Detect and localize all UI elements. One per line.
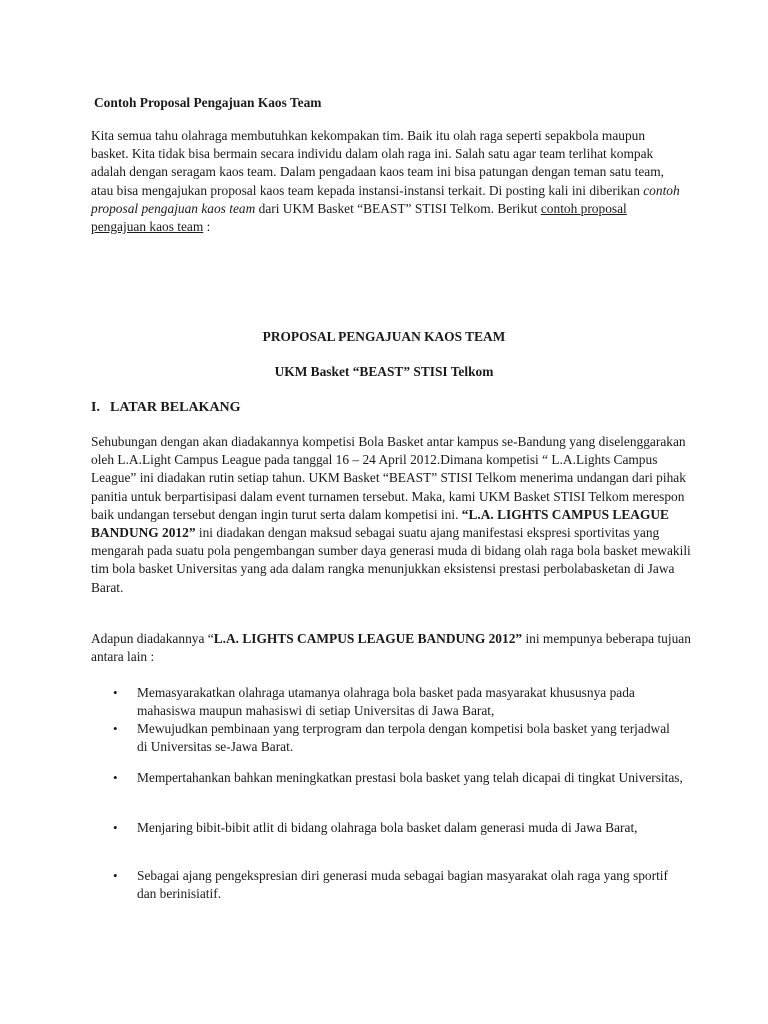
goal-text: Sebagai ajang pengekspresian diri generasi muda sebagai bagian masyarakat olah raga yang sportif dan berinisiatif. xyxy=(137,868,668,902)
background-text-2: ini diadakan dengan maksud sebagai suatu ajang manifestasi ekspresi sportivitas yang mengarah pada suatu pola pengembangan sumber daya generasi muda di bidang olah raga bola basket mewakili tim bola basket Universitas yang ada dalam rangka menunjukkan eksistensi prestasi perbolabasketan di Jawa Barat. xyxy=(91,525,691,595)
intro-text-1: Kita semua tahu olahraga membutuhkan kekompakan tim. Baik itu olah raga seperti sepakbola maupun basket. Kita tidak bisa bermain secara individu dalam olah raga ini. Salah satu agar team terlihat kompak adalah dengan seragam kaos team. Dalam pengadaan kaos team ini bisa patungan dengan teman satu team, atau bisa mengajukan proposal kaos team kepada instansi-instansi terkait. Di posting kali ini diberikan xyxy=(91,128,664,198)
intro-link[interactable]: contoh proposal pengajuan kaos team xyxy=(91,200,627,235)
goal-text: Memasyarakatkan olahraga utamanya olahraga bola basket pada masyarakat khususnya pada mahasiswa maupun mahasiswi di setiap Universitas di Jawa Barat, xyxy=(137,685,635,719)
intro-text-2: dari UKM Basket “BEAST” STISI Telkom. Berikut xyxy=(255,200,541,216)
bullet-icon: • xyxy=(113,868,118,883)
organization-heading: UKM Basket “BEAST” STISI Telkom xyxy=(274,364,494,379)
list-item xyxy=(113,819,683,837)
proposal-heading: PROPOSAL PENGAJUAN KAOS TEAM xyxy=(262,329,506,344)
goal-text: Mempertahankan bahkan meningkatkan prestasi bola basket yang telah dicapai di tingkat Universitas, xyxy=(137,770,683,785)
bullet-icon: • xyxy=(113,770,118,785)
list-item xyxy=(113,769,683,787)
background-text-1: Sehubungan dengan akan diadakannya kompetisi Bola Basket antar kampus se-Bandung yang diselenggarakan oleh L.A.Light Campus League pada tanggal 16 – 24 April 2012.Dimana kompetisi “ L.A.Lights Campus League” ini diadakan rutin setiap tahun. UKM Basket “BEAST” STISI Telkom menerima undangan dari pihak panitia untuk berpartisipasi dalam event turnamen tersebut. Maka, kami UKM Basket STISI Telkom merespon baik undangan tersebut dengan ingin turut serta dalam kompetisi ini. xyxy=(91,434,686,522)
section-title: LATAR BELAKANG xyxy=(110,400,241,415)
list-item xyxy=(113,684,683,720)
background-event-name: “L.A. LIGHTS CAMPUS LEAGUE BANDUNG 2012” xyxy=(91,506,669,541)
document-title: Contoh Proposal Pengajuan Kaos Team xyxy=(94,95,322,110)
intro-emphasis: contoh proposal pengajuan kaos team xyxy=(91,182,680,216)
goals-intro-text-1: Adapun diadakannya “ xyxy=(91,631,214,646)
background-paragraph xyxy=(91,433,691,597)
list-item xyxy=(113,720,683,756)
bullet-icon: • xyxy=(113,721,118,736)
goal-text: Menjaring bibit-bibit atlit di bidang olahraga bola basket dalam generasi muda di Jawa Barat, xyxy=(137,820,638,835)
goals-intro-event-name: L.A. LIGHTS CAMPUS LEAGUE BANDUNG 2012” xyxy=(213,631,523,646)
goals-intro-paragraph xyxy=(91,630,691,666)
bullet-icon: • xyxy=(113,685,118,700)
section-number: I. xyxy=(91,400,100,415)
goals-intro-text-2: ini mempunya beberapa tujuan antara lain : xyxy=(91,631,691,665)
goal-text: Mewujudkan pembinaan yang terprogram dan terpola dengan kompetisi bola basket yang terjadwal di Universitas se-Jawa Barat. xyxy=(137,721,670,755)
section-heading xyxy=(91,399,683,417)
intro-paragraph xyxy=(91,127,683,236)
intro-text-3: : xyxy=(203,219,211,235)
list-item xyxy=(113,867,683,903)
bullet-icon: • xyxy=(113,820,118,835)
